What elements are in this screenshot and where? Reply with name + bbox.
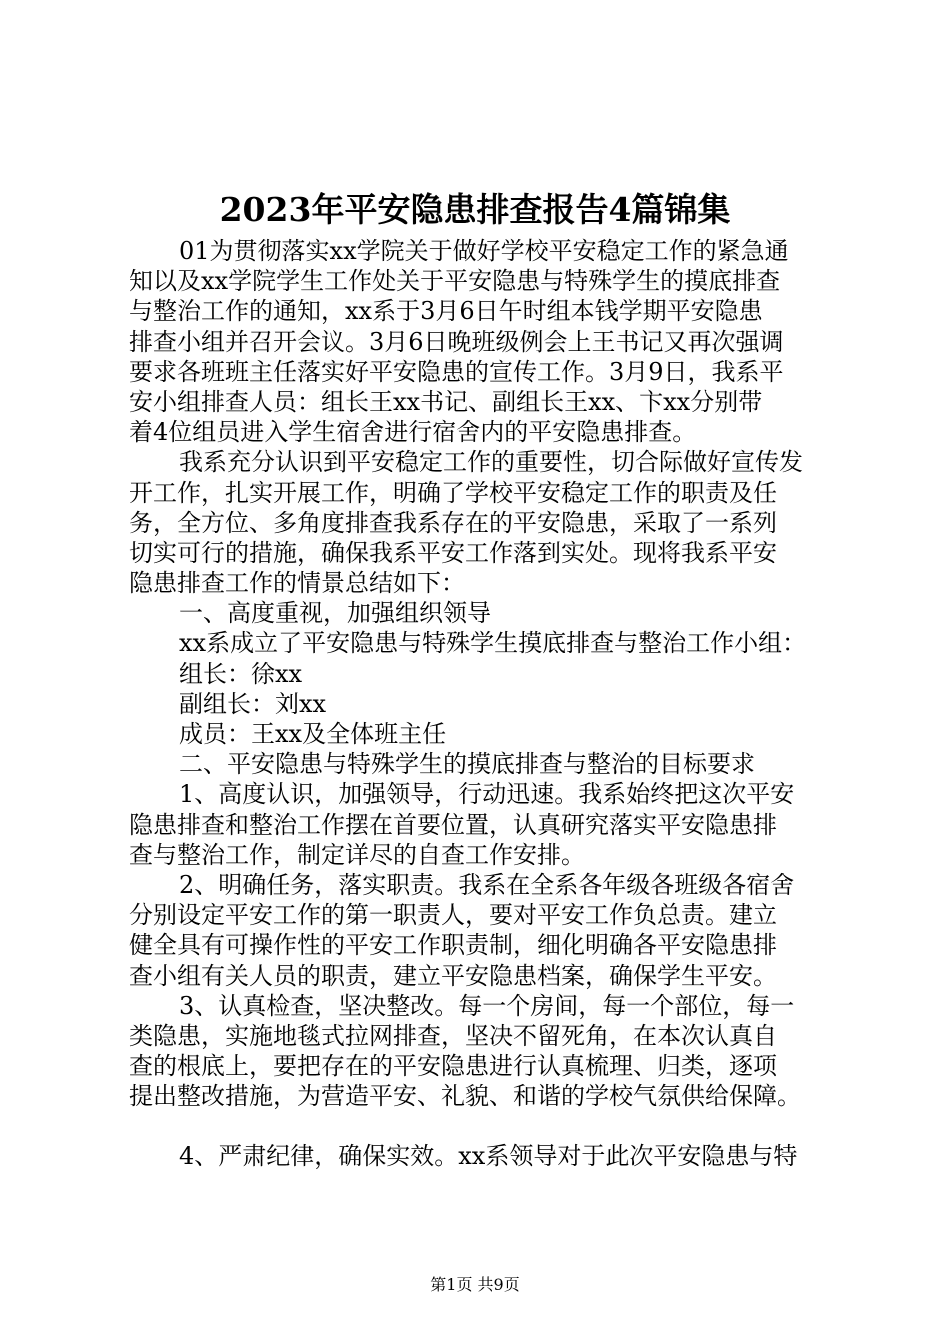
paragraph-line: 2、明确任务，落实职责。我系在全系各年级各班级各宿舍 (179, 870, 795, 899)
paragraph-line: 隐患排查工作的情景总结如下： (129, 569, 465, 598)
paragraph-line: 查的根底上，要把存在的平安隐患进行认真梳理、归类，逐项 (129, 1052, 777, 1081)
paragraph-line: 要求各班班主任落实好平安隐患的宣传工作。3月9日，我系平 (129, 357, 784, 386)
section-heading: 一、高度重视，加强组织领导 (179, 599, 491, 628)
paragraph-line: 排查小组并召开会议。3月6日晚班级例会上王书记又再次强调 (129, 327, 784, 356)
paragraph-line: 查小组有关人员的职责，建立平安隐患档案，确保学生平安。 (129, 961, 777, 990)
paragraph-line: 切实可行的措施，确保我系平安工作落到实处。现将我系平安 (129, 538, 777, 567)
paragraph-line: 知以及xx学院学生工作处关于平安隐患与特殊学生的摸底排查 (129, 267, 781, 296)
paragraph-line: 着4位组员进入学生宿舍进行宿舍内的平安隐患排查。 (129, 418, 697, 447)
paragraph-line: 3、认真检查，坚决整改。每一个房间，每一个部位，每一 (179, 991, 795, 1020)
paragraph-line: 安小组排查人员：组长王xx书记、副组长王xx、卞xx分别带 (129, 387, 763, 416)
section-heading: 二、平安隐患与特殊学生的摸底排查与整治的目标要求 (179, 750, 755, 779)
paragraph-line: 分别设定平安工作的第一职责人，要对平安工作负总责。建立 (129, 901, 777, 930)
paragraph-line: 1、高度认识，加强领导，行动迅速。我系始终把这次平安 (179, 780, 795, 809)
paragraph-line: 开工作，扎实开展工作，明确了学校平安稳定工作的职责及任 (129, 478, 777, 507)
paragraph-line: 健全具有可操作性的平安工作职责制，细化明确各平安隐患排 (129, 931, 777, 960)
paragraph-line: 副组长：刘xx (179, 689, 327, 718)
paragraph-line: 01为贯彻落实xx学院关于做好学校平安稳定工作的紧急通 (179, 237, 789, 265)
paragraph-line: 查与整治工作，制定详尽的自查工作安排。 (129, 840, 585, 869)
paragraph-line: 类隐患，实施地毯式拉网排查，坚决不留死角，在本次认真自 (129, 1021, 777, 1050)
page-title: 2023年平安隐患排查报告4篇锦集 (219, 190, 731, 229)
paragraph-line: 务，全方位、多角度排查我系存在的平安隐患，采取了一系列 (129, 508, 777, 537)
paragraph-gap (129, 1111, 829, 1141)
page-footer: 第1页 共9页 (430, 1275, 520, 1294)
paragraph-line: 组长：徐xx (179, 659, 303, 688)
paragraph-line: 成员：王xx及全体班主任 (179, 720, 447, 748)
paragraph-line: 提出整改措施，为营造平安、礼貌、和谐的学校气氛供给保障。 (129, 1082, 801, 1111)
paragraph-line: 与整治工作的通知，xx系于3月6日午时组本钱学期平安隐患 (129, 297, 763, 326)
paragraph-line: 4、严肃纪律，确保实效。xx系领导对于此次平安隐患与特 (179, 1142, 798, 1171)
paragraph-line: 隐患排查和整治工作摆在首要位置，认真研究落实平安隐患排 (129, 810, 777, 839)
document-body (129, 236, 829, 1172)
paragraph-line: 我系充分认识到平安稳定工作的重要性，切合际做好宣传发 (179, 448, 803, 477)
paragraph-line: xx系成立了平安隐患与特殊学生摸底排查与整治工作小组： (179, 629, 807, 658)
